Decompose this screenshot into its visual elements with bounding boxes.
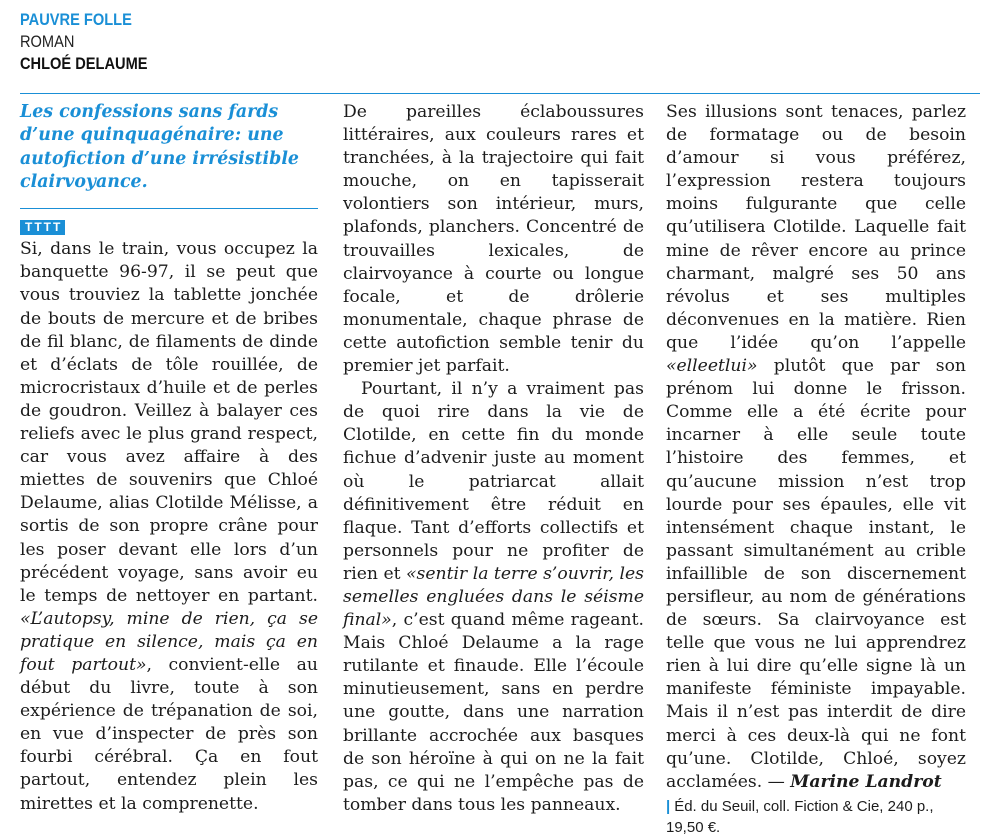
column-2 bbox=[343, 101, 644, 817]
standfirst: Les confessions sans fards d’une quinquagénaire: une autofiction d’une irrésistible clairvoyance. bbox=[20, 102, 299, 192]
paragraph-4-text-a: Ses illusions sont tenaces, parlez de formatage ou de besoin d’amour si vous préférez, l’expression restera toujours moins fulgurante que celle qu’utilisera Clotilde. Laquelle fait mine de rêver encore au prince charmant, malgré ses 50 ans révolus et ses multiples déconvenues en la matière. Rien que l’idée qu’on l’appelle bbox=[666, 102, 966, 353]
top-divider bbox=[20, 93, 980, 94]
paragraph-3-quote: «sentir la terre s’ouvrir, les semelles engluées dans le séisme final» bbox=[343, 563, 644, 631]
paragraph-4-quote: «elleetlui» bbox=[666, 356, 758, 377]
paragraph-1 bbox=[20, 238, 318, 815]
book-title: PAUVRE FOLLE bbox=[20, 10, 132, 29]
credit-bar: | bbox=[666, 797, 671, 815]
paragraph-4 bbox=[666, 101, 966, 794]
book-author: CHLOÉ DELAUME bbox=[20, 54, 148, 73]
paragraph-3 bbox=[343, 378, 644, 817]
publisher-credit bbox=[666, 796, 966, 838]
paragraph-3-text-a: Pourtant, il n’y a vraiment pas de quoi rire dans la vie de Clotilde, en cette fin du monde fichue d’advenir juste au moment où le patriarcat allait définitivement être réduit en flaque. Tant d’efforts collectifs et personnels pour ne profiter de rien et bbox=[343, 379, 644, 584]
paragraph-3-text-b: , c’est quand même rageant. Mais Chloé Delaume a la rage rutilante et finaude. Elle l’écoule minutieusement, sans en perdre une goutte, dans une narration brillante accrochée aux basques de son héroïne à qui on ne la fait pas, ce qui ne l’empêche pas de tomber dans tous les panneaux. bbox=[343, 610, 644, 815]
column-1 bbox=[20, 101, 318, 816]
book-genre: ROMAN bbox=[20, 32, 75, 51]
paragraph-1-text-b: , convient-elle au début du livre, toute à son expérience de trépanation de soi, en vue d’inspecter de près son fourbi cérébral. Ça en fout partout, entendez plein les mirettes et la comprenette. bbox=[20, 654, 318, 814]
credit-text: Éd. du Seuil, coll. Fiction & Cie, 240 p., 19,50 €. bbox=[666, 797, 934, 836]
paragraph-1-quote: «L’autopsy, mine de rien, ça se pratique en silence, mais ça en fout partout» bbox=[20, 608, 318, 675]
paragraph-1-text-a: Si, dans le train, vous occupez la banquette 96-97, il se peut que vous trouviez la tablette jonchée de bouts de mercure et de bribes de fil blanc, de filaments de dinde et d’éclats de tôle rouillée, de microcristaux d’huile et de perles de goudron. Veillez à balayer ces reliefs avec le plus grand respect, car vous avez affaire à des miettes de souvenirs que Chloé Delaume, alias Clotilde Mélisse, a sortis de son propre crâne pour les poser devant elle lors d’un précédent voyage, sans avoir eu le temps de nettoyer en partant. bbox=[20, 239, 318, 606]
paragraph-4-text-b: plutôt que par son prénom lui donne le frisson. Comme elle a été écrite pour incarner à elle seule toute l’histoire des femmes, et qu’aucune mission n’est trop lourde pour ses épaules, elle vit intensément chaque instant, le passant simultanément au crible infaillible de son discernement persifleur, au nom de générations de sœurs. Sa clairvoyance est telle que vous ne lui apprendrez rien à lui dire qu’elle signe là un manifeste féministe impayable. Mais il n’est pas interdit de dire merci à ces deux-là qui ne font qu’une. Clotilde, Chloé, soyez acclamées. — bbox=[666, 356, 966, 792]
review-header bbox=[20, 9, 168, 75]
rating-badge: TTTT bbox=[20, 220, 65, 235]
reviewer-signature: Marine Landrot bbox=[790, 771, 942, 792]
paragraph-2: De pareilles éclaboussures littéraires, aux couleurs rares et tranchées, à la trajectoire qui fait mouche, on en tapisserait volontiers son intérieur, murs, plafonds, planchers. Concentré de trouvailles lexicales, de clairvoyance à courte ou longue focale, et de drôlerie monumentale, chaque phrase de cette autofiction semble tenir du premier jet parfait. bbox=[343, 102, 644, 377]
standfirst-divider bbox=[20, 208, 318, 209]
column-3 bbox=[666, 101, 966, 838]
